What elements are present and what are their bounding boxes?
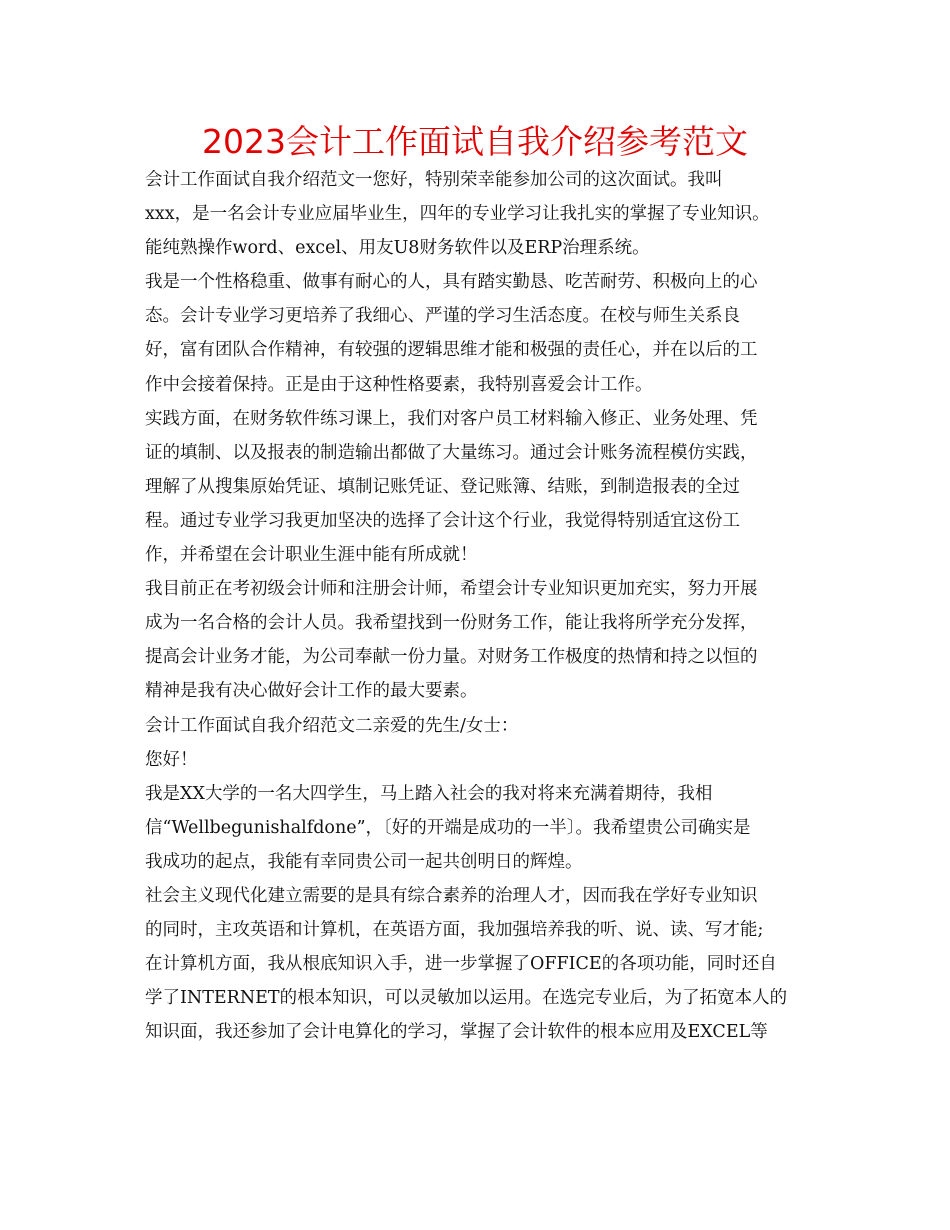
text-line: 作，并希望在会计职业生涯中能有所成就！ — [145, 545, 478, 566]
text-line: 实践方面，在财务软件练习课上，我们对客户员工材料输入修正、业务处理、凭 — [145, 408, 758, 429]
text-line: 作中会接着保持。正是由于这种性格要素，我特别喜爱会计工作。 — [145, 374, 653, 395]
text-line: 信“Wellbegunishalfdone”，〔好的开端是成功的一半〕。我希望贵公司确实是 — [145, 817, 751, 838]
text-line: 精神是我有决心做好会计工作的最大要素。 — [145, 681, 478, 702]
document-title: 2023会计工作面试自我介绍参考范文 — [202, 122, 748, 161]
text-line: 学了INTERNET的根本知识，可以灵敏加以运用。在选完专业后，为了拓宽本人的 — [145, 988, 788, 1009]
text-line: 会计工作面试自我介绍范文二亲爱的先生/女士： — [145, 715, 519, 736]
text-line: 我是XX大学的一名大四学生，马上踏入社会的我对将来充满着期待，我相 — [145, 783, 713, 804]
text-line: 会计工作面试自我介绍范文一您好，特别荣幸能参加公司的这次面试。我叫 — [145, 170, 723, 190]
text-line: 您好！ — [145, 749, 198, 770]
text-line: 提高会计业务才能，为公司奉献一份力量。对财务工作极度的热情和持之以恒的 — [145, 647, 758, 668]
document-body — [145, 163, 815, 1049]
text-line: 在计算机方面，我从根底知识入手，进一步掌握了OFFICE的各项功能，同时还自 — [145, 954, 777, 975]
text-line: xxx，是一名会计专业应届毕业生，四年的专业学习让我扎实的掌握了专业知识。 — [145, 204, 770, 225]
text-line: 我目前正在考初级会计师和注册会计师，希望会计专业知识更加充实，努力开展 — [145, 579, 758, 600]
text-line: 程。通过专业学习我更加坚决的选择了会计这个行业，我觉得特别适宜这份工 — [145, 510, 740, 531]
text-line: 理解了从搜集原始凭证、填制记账凭证、登记账簿、结账，到制造报表的全过 — [145, 476, 740, 497]
text-line: 态。会计专业学习更培养了我细心、严谨的学习生活态度。在校与师生关系良 — [145, 306, 740, 327]
text-line: 的同时，主攻英语和计算机，在英语方面，我加强培养我的听、说、读、写才能; — [145, 920, 764, 941]
text-line: 社会主义现代化建立需要的是具有综合素养的治理人才，因而我在学好专业知识 — [145, 885, 758, 906]
text-line: 我是一个性格稳重、做事有耐心的人，具有踏实勤恳、吃苦耐劳、积极向上的心 — [145, 272, 758, 293]
text-line: 能纯熟操作word、excel、用友U8财务软件以及ERP治理系统。 — [145, 238, 650, 259]
text-line: 知识面，我还参加了会计电算化的学习，掌握了会计软件的根本应用及EXCEL等 — [145, 1022, 768, 1043]
text-line: 好，富有团队合作精神，有较强的逻辑思维才能和极强的责任心，并在以后的工 — [145, 340, 758, 361]
text-line: 成为一名合格的会计人员。我希望找到一份财务工作，能让我将所学充分发挥， — [145, 613, 758, 634]
text-line: 我成功的起点，我能有幸同贵公司一起共创明日的辉煌。 — [145, 851, 583, 872]
text-line: 证的填制、以及报表的制造输出都做了大量练习。通过会计账务流程模仿实践， — [145, 442, 758, 463]
